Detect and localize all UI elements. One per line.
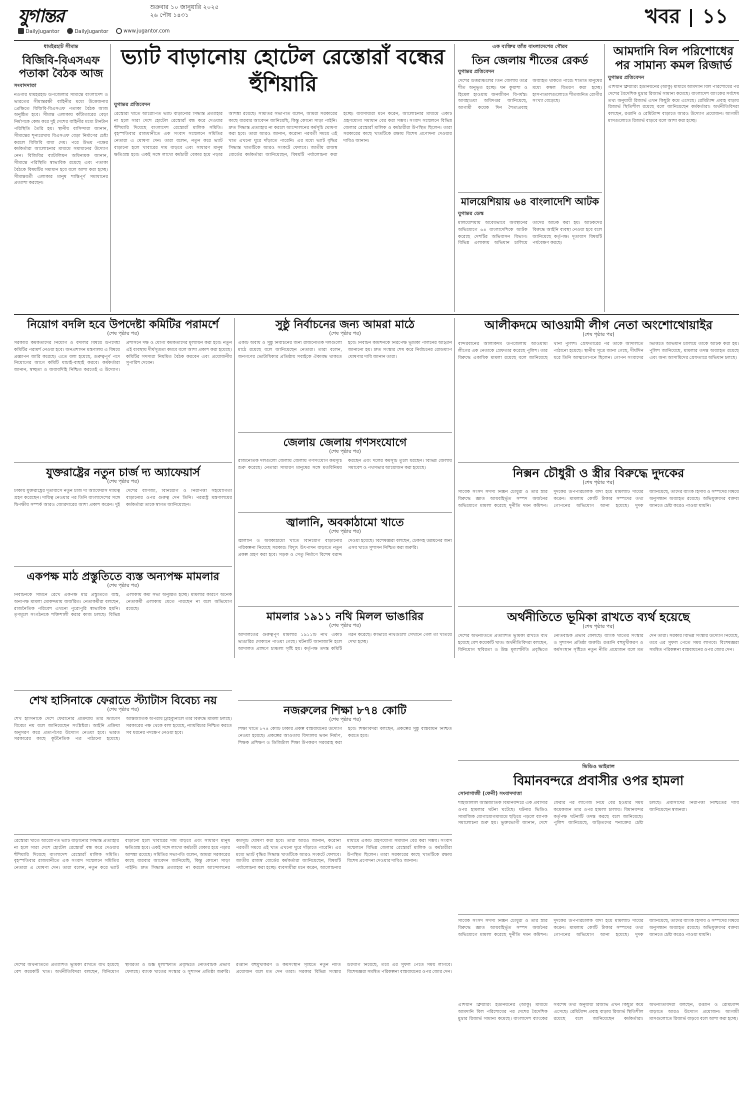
story-headline[interactable]: আলীকদমে আওয়ামী লীগ নেতা অংশোথোয়াইর (484, 318, 713, 332)
story-byline: সংবাদদাতা (14, 83, 37, 89)
masthead (0, 0, 751, 40)
story-headline[interactable]: বিমানবন্দরে প্রবাসীর ওপর হামলা (513, 774, 684, 789)
story-body: সাবেক সংসদ সদস্য নিক্সন চৌধুরী ও তার স্ত্রীর বিরুদ্ধে জ্ঞাত আয়বহির্ভূত সম্পদ অর্জনের অভিযোগে মামলা করেছে দুর্নীতি দমন কমিশন। দুদকের উপপরিচালক বাদী হয়ে মামলাটি দায়ের করেন। মামলায় কোটি টাকার সম্পদের তথ্য গোপনের অভিযোগ আনা হয়েছে। দুদক জানিয়েছে, তাদের ব্যাংক হিসাব ও সম্পদের বিষয়ে অনুসন্ধান অব্যাহত রয়েছে। অভিযুক্তদের বক্তব্য জানতে চেষ্টা করেও পাওয়া যায়নি। (458, 490, 739, 509)
story-byline: যুগান্তর প্রতিবেদন (458, 69, 495, 75)
story-headline[interactable]: বিজিবি-বিএসএফ পতাকা বৈঠক আজ (18, 54, 104, 80)
story-vat-restaurant (114, 44, 452, 312)
story-headline[interactable]: একপক্ষ মাঠ প্রস্তুতিতে ব্যস্ত অন্যপক্ষ মামলার (26, 570, 220, 583)
date-bengali: ২৬ পৌষ ১৪৩১ (150, 12, 189, 19)
story-continued: (শেষ পৃষ্ঠার পর) (582, 480, 615, 486)
story-body: আদালতের গুরুত্বপূর্ণ মামলার ১৯১১টি নথি একটি ভাঙারির দোকানে পাওয়া গেছে। ঘটনাটি জানাজানি হলে আদালত প্রাঙ্গণে চাঞ্চল্য সৃষ্টি হয়। কর্তৃপক্ষ তদন্ত কমিটি গঠন করেছে। কীভাবে নথিগুলো সেখানে গেল তা খতিয়ে দেখা হচ্ছে। (238, 633, 452, 652)
story-headline[interactable]: ভ্যাট বাড়ানোয় হোটেল রেস্তোরাঁ বন্ধের হুঁশিয়ারি (121, 45, 445, 96)
date-gregorian: শুক্রবার ১০ জানুয়ারি ২০২৫ (150, 4, 219, 11)
story-headline[interactable]: মালয়েশিয়ায় ৬৪ বাংলাদেশি আটক (461, 197, 599, 208)
story-extradition (14, 690, 232, 831)
story-body: দেশের অর্থনীতিতে প্রত্যাশিত ভূমিকা রাখতে ব্যর্থ হয়েছে বেশ কয়েকটি খাত। অর্থনীতিবিদরা বলছেন, বিনিয়োগ স্থবিরতা ও উচ্চ মূল্যস্ফীতি প্রবৃদ্ধিতে নেতিবাচক প্রভাব ফেলছে। ব্যাংক খাতের সংস্কার ও সুশাসন প্রতিষ্ঠা জরুরি। রপ্তানি বহুমুখীকরণ ও কর্মসংস্থান সৃষ্টিতে নতুন নীতি প্রয়োজন বলে মত দেন তারা। সরকার বিভিন্ন সংস্কার উদ্যোগ নিয়েছে, তবে এর সুফল পেতে সময় লাগবে। বিশেষজ্ঞরা সমন্বিত পরিকল্পনা বাস্তবায়নের ওপর জোর দেন। (458, 634, 739, 653)
story-kicker: এক ব্যক্তির তাঁত বাংলাদেশের গৌরব (492, 44, 568, 50)
story-continued: (শেষ পৃষ্ঠার পর) (329, 529, 361, 535)
globe-icon (116, 28, 122, 34)
social-handle-facebook[interactable]: DailyJugantor (25, 28, 60, 35)
social-handle-twitter[interactable]: DailyJugantor (74, 28, 109, 35)
twitter-icon (67, 28, 73, 34)
story-body: জ্বালানি ও অবকাঠামো খাতে বিনিয়োগ বাড়ানোর পরিকল্পনা নিয়েছে সরকার। বিদ্যুৎ উৎপাদন বাড়াতে নতুন প্রকল্প গ্রহণ করা হবে। সড়ক ও সেতু নির্মাণে বিশেষ বরাদ্দ দেওয়া হয়েছে। বিশেষজ্ঞরা বলছেন, টেকসই উন্নয়নের জন্য এসব খাতে সুশাসন নিশ্চিত করা জরুরি। (238, 539, 452, 558)
story-byline: সোনাগাজী (ফেনী) সংবাদদাতা (458, 791, 522, 797)
website-link[interactable]: www.jugantor.com (123, 28, 170, 35)
story-education (238, 700, 452, 831)
story-continued: (শেষ পৃষ্ঠার পর) (107, 707, 139, 713)
story-headline[interactable]: নিক্সন চৌধুরী ও স্ত্রীর বিরুদ্ধে দুদকের (512, 466, 685, 480)
story-body-continued: রেস্তোরাঁ খাতে আরোপিত ভ্যাট বাড়ানোর সিদ্ধান্ত প্রত্যাহার না হলে সারা দেশে হোটেল রেস্তোরাঁ বন্ধ করে দেওয়ার হুঁশিয়ারি দিয়েছে বাংলাদেশ রেস্তোরাঁ মালিক সমিতি। বৃহস্পতিবার রাজধানীতে এক সংবাদ সম্মেলনে সমিতির নেতারা এ ঘোষণা দেন। তারা বলেন, নতুন করে ভ্যাট বাড়ানো হলে খাবারের দাম বাড়বে এবং সাধারণ মানুষ ক্ষতিগ্রস্ত হবে। একই সঙ্গে লাখো কর্মচারী বেকার হয়ে পড়ার আশঙ্কা রয়েছে। সমিতির সভাপতি বলেন, আমরা সরকারের কাছে বারবার আবেদন জানিয়েছি, কিন্তু কোনো সাড়া পাইনি। দ্রুত সিদ্ধান্ত প্রত্যাহার না করলে আন্দোলনের কর্মসূচি ঘোষণা করা হবে। তারা আরও জানান, করোনা পরবর্তী সময়ে এই খাত এখনো ঘুরে দাঁড়াতে পারেনি। এর মধ্যে ভ্যাট বৃদ্ধির সিদ্ধান্ত খাতটিকে আরও সংকটে ফেলবে। জাতীয় রাজস্ব বোর্ডের কর্মকর্তারা জানিয়েছেন, বিষয়টি পর্যালোচনা করা হচ্ছে। ব্যবসায়ীরা মনে করেন, আলোচনার মাধ্যমে একটি গ্রহণযোগ্য সমাধান বের করা সম্ভব। সংবাদ সম্মেলনে বিভিন্ন জেলার রেস্তোরাঁ মালিক ও কর্মচারীরা উপস্থিত ছিলেন। তারা সরকারের কাছে খাতটিকে রক্ষায় বিশেষ প্রণোদনা দেওয়ার দাবিও জানান। (14, 839, 452, 872)
story-energy (238, 512, 452, 603)
story-byline: যুগান্তর প্রতিবেদন (608, 75, 645, 81)
story-body: একটি অবাধ ও সুষ্ঠু নির্বাচনের জন্য রাজনৈতিক দলগুলো মাঠে রয়েছে বলে জানিয়েছেন নেতারা। তারা বলেন, জনগণের ভোটাধিকার প্রতিষ্ঠায় সবাইকে ঐক্যবদ্ধ থাকতে হবে। নির্বাচন কমিশনকে নিরপেক্ষ ভূমিকা পালনের আহ্বান জানানো হয়। দ্রুত সংস্কার শেষ করে নির্বাচনের রোডম্যাপ ঘোষণার দাবি জানান তারা। (238, 341, 452, 360)
story-body: রাজনৈতিক দলগুলো জেলায় জেলায় গণসংযোগ কর্মসূচি শুরু করেছে। নেতারা সাধারণ মানুষের সঙ্গে মতবিনিময় করছেন এবং দলের কর্মসূচি তুলে ধরছেন। বিভিন্ন জেলায় সমাবেশ ও পথসভার আয়োজন করা হয়েছে। (238, 459, 452, 471)
story-body: শাহজালাল আন্তর্জাতিক বিমানবন্দরে এক প্রবাসীর ওপর হামলার ঘটনা ঘটেছে। ঘটনার ভিডিও সামাজিক যোগাযোগমাধ্যমে ছড়িয়ে পড়লে ব্যাপক সমালোচনা শুরু হয়। ভুক্তভোগী জানান, দেশে ফেরার পর লাগেজ নিয়ে বের হওয়ার সময় কয়েকজন তার ওপর হামলা চালায়। বিমানবন্দর কর্তৃপক্ষ ঘটনাটি তদন্ত করছে বলে জানিয়েছে। পুলিশ জানিয়েছে, জড়িতদের শনাক্তের চেষ্টা চলছে। প্রবাসীদের নিরাপত্তা নিশ্চিতের দাবি জানিয়েছেন স্বজনরা। (458, 801, 739, 827)
story-border-meeting (14, 44, 108, 312)
story-malaysia (458, 192, 602, 313)
story-appointment (14, 318, 232, 458)
story-continued: (শেষ পৃষ্ঠার পর) (107, 331, 139, 337)
social-bar (18, 28, 170, 35)
story-headline[interactable]: সুষ্ঠু নির্বাচনের জন্য আমরা মাঠে (275, 318, 415, 331)
story-body: শিক্ষা খাতে ৮৭৪ কোটি টাকার প্রকল্প বাস্তবায়নের উদ্যোগ নেওয়া হয়েছে। প্রকল্পের আওতায় বিদ্যালয় ভবন নির্মাণ, শিক্ষক প্রশিক্ষণ ও ডিজিটাল শিক্ষা উপকরণ সরবরাহ করা হবে। শিক্ষাবিদরা বলছেন, প্রকল্পের সুষ্ঠু বাস্তবায়ন নিশ্চিত করতে হবে। (238, 727, 452, 746)
story-continued: (শেষ পৃষ্ঠার পর) (582, 332, 615, 338)
story-continued: (শেষ পৃষ্ঠার পর) (329, 717, 361, 723)
story-kicker: ভিডিও ভাইরাল (582, 764, 615, 770)
story-headline[interactable]: জ্বালানি, অবকাঠামো খাতে (286, 516, 404, 529)
story-byline: যুগান্তর প্রতিবেদন (114, 102, 151, 108)
story-body: সরকারি কর্মকর্তাদের নিয়োগ ও বদলির বিষয়ে উপদেষ্টা কমিটির পরামর্শ নেওয়া হবে। জনপ্রশাসন মন্ত্রণালয় এ বিষয়ে প্রজ্ঞাপন জারি করেছে। এতে বলা হয়েছে, গুরুত্বপূর্ণ পদে নিয়োগের আগে কমিটি যাচাই-বাছাই করবে। কর্মকর্তারা জানান, স্বচ্ছতা ও জবাবদিহি নিশ্চিত করতেই এ উদ্যোগ। প্রশাসনে দক্ষ ও যোগ্য কর্মকর্তাদের মূল্যায়ন করা হবে। নতুন এই ব্যবস্থায় দীর্ঘসূত্রতা কমবে বলে আশা প্রকাশ করা হয়েছে। কমিটির সদস্যরা নিয়মিত বৈঠক করবেন এবং প্রয়োজনীয় সুপারিশ দেবেন। (14, 341, 232, 374)
story-headline[interactable]: জেলায় জেলায় গণসংযোগে (283, 436, 407, 449)
story-body: নওগাঁর ধামইরহাট উপজেলার সীমান্তে বাংলাদেশ ও ভারতের সীমান্তরক্ষী বাহিনীর মধ্যে উত্তেজনার প্রেক্ষিতে বিজিবি-বিএসএফ পতাকা বৈঠক আজ অনুষ্ঠিত হবে। সীমান্ত এলাকায় কাঁটাতারের বেড়া নির্মাণকে কেন্দ্র করে দুই দেশের বাহিনীর মধ্যে টানটান পরিস্থিতি তৈরি হয়। স্থানীয় বাসিন্দারা জানান, সীমান্তের শূন্যরেখায় বিএসএফ বেড়া নির্মাণের চেষ্টা করলে বিজিবি বাধা দেয়। পরে উভয় পক্ষের কর্মকর্তারা আলোচনার মাধ্যমে সমাধানের উদ্যোগ নেন। বিজিবির ব্যাটালিয়ন অধিনায়ক জানান, সীমান্তে পরিস্থিতি স্বাভাবিক রয়েছে এবং পতাকা বৈঠকে বিষয়টির সমাধান হবে বলে আশা করা হচ্ছে। সীমান্তবর্তী এলাকার মানুষ শান্তিপূর্ণ সমাধানের প্রত্যাশা করছেন। (14, 93, 108, 187)
section-name: খবর (645, 4, 681, 28)
facebook-icon (18, 28, 24, 34)
story-headline[interactable]: শেখ হাসিনাকে ফেরাতে স্ট্যাটাস বিবেচ্য নয় (29, 694, 217, 707)
story-continued: (শেষ পৃষ্ঠার পর) (329, 331, 361, 337)
story-election (238, 318, 452, 428)
story-case-records (238, 606, 452, 697)
story-alikadam (458, 318, 739, 458)
story-reserve (608, 44, 739, 312)
story-continued: (শেষ পৃষ্ঠার পর) (329, 623, 361, 629)
story-headline[interactable]: নিয়োগ বদলি হবে উপদেষ্টা কমিটির পরামর্শে (27, 318, 219, 331)
story-body: দেশের উত্তরাঞ্চলের তিন জেলায় তীব্র শীত অনুভূত হচ্ছে। ঘন কুয়াশা ও হিমেল হাওয়ায় জনজীবন বিপর্যস্ত। আবহাওয়া অধিদপ্তর জানিয়েছে, আগামী কয়েক দিন শৈত্যপ্রবাহ অব্যাহত থাকতে পারে। শীতার্ত মানুষের মধ্যে কম্বল বিতরণ করা হচ্ছে। হাসপাতালগুলোতে শীতজনিত রোগীর সংখ্যা বেড়েছে। (458, 79, 602, 112)
story-headline[interactable]: নজরুলের শিক্ষা ৮৭৪ কোটি (283, 704, 407, 717)
story-body: মালয়েশিয়ায় অবৈধভাবে অবস্থানের অভিযোগে ৬৪ বাংলাদেশিকে আটক করেছে দেশটির অভিবাসন বিভাগ। বিভিন্ন এলাকায় অভিযান চালিয়ে তাদের আটক করা হয়। আটকদের বিরুদ্ধে আইনি ব্যবস্থা নেওয়া হবে বলে জানিয়েছে কর্তৃপক্ষ। দূতাবাস বিষয়টি পর্যবেক্ষণ করছে। (458, 221, 602, 247)
newspaper-logo: যুগান্তর (18, 6, 64, 27)
story-body-continued: সাবেক সংসদ সদস্য নিক্সন চৌধুরী ও তার স্ত্রীর বিরুদ্ধে জ্ঞাত আয়বহির্ভূত সম্পদ অর্জনের অভিযোগে মামলা করেছে দুর্নীতি দমন কমিশন। দুদকের উপপরিচালক বাদী হয়ে মামলাটি দায়ের করেন। মামলায় কোটি টাকার সম্পদের তথ্য গোপনের অভিযোগ আনা হয়েছে। দুদক জানিয়েছে, তাদের ব্যাংক হিসাব ও সম্পদের বিষয়ে অনুসন্ধান অব্যাহত রয়েছে। অভিযুক্তদের বক্তব্য জানতে চেষ্টা করেও পাওয়া যায়নি। (458, 919, 739, 938)
story-headline[interactable]: যুক্তরাষ্ট্রের নতুন চার্জ দ্য অ্যাফেয়ার্স (46, 466, 200, 479)
story-kicker: ধামইরহাট সীমান্ত (43, 44, 79, 50)
date-line (150, 4, 219, 20)
story-outreach (238, 432, 452, 509)
section-label (645, 2, 728, 35)
story-byline: যুগান্তর ডেস্ক (458, 211, 484, 217)
story-cold-wave (458, 44, 602, 190)
story-body: বান্দরবানের আলীকদম উপজেলায় আওয়ামী লীগের এক নেতাকে গ্রেফতার করেছে পুলিশ। তার বিরুদ্ধে একাধিক মামলা রয়েছে বলে জানিয়েছে থানা পুলিশ। গ্রেফতারের পর তাকে আদালতে পাঠানো হয়েছে। স্থানীয় সূত্রে জানা গেছে, দীর্ঘদিন ধরে তিনি আত্মগোপনে ছিলেন। গোপন সংবাদের ভিত্তিতে অভিযান চালিয়ে তাকে আটক করা হয়। পুলিশ জানিয়েছে, মামলার তদন্ত অব্যাহত রয়েছে এবং অন্য আসামিদের গ্রেফতারে অভিযান চলছে। (458, 342, 739, 361)
story-nikson (458, 462, 739, 603)
story-continued: (শেষ পৃষ্ঠার পর) (107, 583, 139, 589)
bottom-columns (14, 834, 452, 1085)
story-body: ঢাকায় যুক্তরাষ্ট্রের দূতাবাসে নতুন চার্জ দ্য অ্যাফেয়ার্স দায়িত্ব গ্রহণ করেছেন। দায়িত্ব নেওয়ার পর তিনি বাংলাদেশের সঙ্গে দ্বিপক্ষীয় সম্পর্ক আরও জোরদারের আশা প্রকাশ করেন। দুই দেশের বাণিজ্য, বিনিয়োগ ও নিরাপত্তা সহযোগিতা বাড়ানোর ওপর গুরুত্ব দেন তিনি। পররাষ্ট্র মন্ত্রণালয়ের কর্মকর্তারা তাকে স্বাগত জানিয়েছেন। (14, 489, 232, 508)
story-body: শেখ হাসিনাকে দেশে ফেরানোর প্রক্রিয়ায় তার স্ট্যাটাস বিবেচ্য নয় বলে জানিয়েছেন সংশ্লিষ্টরা। আইনি প্রক্রিয়া অনুসরণ করে প্রত্যর্পণের উদ্যোগ নেওয়া হবে। ভারত সরকারের কাছে কূটনৈতিক পত্র পাঠানো হয়েছে। আন্তর্জাতিক অপরাধ ট্রাইব্যুনালে তার বিরুদ্ধে মামলা চলছে। সরকারের পক্ষ থেকে বলা হয়েছে, ন্যায়বিচার নিশ্চিত করতে সব ধরনের পদক্ষেপ নেওয়া হবে। (14, 717, 232, 743)
story-continued: (শেষ পৃষ্ঠার পর) (329, 449, 361, 455)
story-body: রেস্তোরাঁ খাতে আরোপিত ভ্যাট বাড়ানোর সিদ্ধান্ত প্রত্যাহার না হলে সারা দেশে হোটেল রেস্তোরাঁ বন্ধ করে দেওয়ার হুঁশিয়ারি দিয়েছে বাংলাদেশ রেস্তোরাঁ মালিক সমিতি। বৃহস্পতিবার রাজধানীতে এক সংবাদ সম্মেলনে সমিতির নেতারা এ ঘোষণা দেন। তারা বলেন, নতুন করে ভ্যাট বাড়ানো হলে খাবারের দাম বাড়বে এবং সাধারণ মানুষ ক্ষতিগ্রস্ত হবে। একই সঙ্গে লাখো কর্মচারী বেকার হয়ে পড়ার আশঙ্কা রয়েছে। সমিতির সভাপতি বলেন, আমরা সরকারের কাছে বারবার আবেদন জানিয়েছি, কিন্তু কোনো সাড়া পাইনি। দ্রুত সিদ্ধান্ত প্রত্যাহার না করলে আন্দোলনের কর্মসূচি ঘোষণা করা হবে। তারা আরও জানান, করোনা পরবর্তী সময়ে এই খাত এখনো ঘুরে দাঁড়াতে পারেনি। এর মধ্যে ভ্যাট বৃদ্ধির সিদ্ধান্ত খাতটিকে আরও সংকটে ফেলবে। জাতীয় রাজস্ব বোর্ডের কর্মকর্তারা জানিয়েছেন, বিষয়টি পর্যালোচনা করা হচ্ছে। ব্যবসায়ীরা মনে করেন, আলোচনার মাধ্যমে একটি গ্রহণযোগ্য সমাধান বের করা সম্ভব। সংবাদ সম্মেলনে বিভিন্ন জেলার রেস্তোরাঁ মালিক ও কর্মচারীরা উপস্থিত ছিলেন। তারা সরকারের কাছে খাতটিকে রক্ষায় বিশেষ প্রণোদনা দেওয়ার দাবিও জানান। (114, 112, 452, 158)
story-headline[interactable]: অর্থনীতিতে ভূমিকা রাখতে ব্যর্থ হয়েছে (507, 610, 690, 624)
story-headline[interactable]: আমদানি বিল পরিশোধের পর সামান্য কমল রিজার্ভ (613, 44, 734, 72)
story-headline[interactable]: মামলার ১৯১১ নথি মিলল ভাঙারির (266, 610, 424, 623)
bottom-right-columns (458, 914, 739, 1085)
story-continued: (শেষ পৃষ্ঠার পর) (582, 624, 615, 630)
story-body-continued: এশিয়ান ক্লিয়ারিং ইউনিয়নের (আকু) মাধ্যমে আমদানি বিল পরিশোধের পর দেশের বৈদেশিক মুদ্রার রিজার্ভ সামান্য কমেছে। বাংলাদেশ ব্যাংকের সর্বশেষ তথ্য অনুযায়ী রিজার্ভ এখন কিছুটা কমে এসেছে। রেমিট্যান্স প্রবাহ বাড়ায় রিজার্ভ স্থিতিশীল রয়েছে বলে জানিয়েছেন কর্মকর্তারা। অর্থনীতিবিদরা বলছেন, রপ্তানি ও রেমিট্যান্স বাড়াতে আরও উদ্যোগ প্রয়োজন। আগামী মাসগুলোতে রিজার্ভ বাড়বে বলে আশা করা হচ্ছে। (458, 1003, 739, 1022)
story-headline[interactable]: তিন জেলায় শীতের রেকর্ড (471, 54, 589, 67)
page-number: ১১ (702, 4, 729, 28)
story-continued: (শেষ পৃষ্ঠার পর) (107, 479, 139, 485)
story-body: নির্বাচনকে সামনে রেখে একপক্ষ মাঠ প্রস্তুতিতে ব্যস্ত, অন্যপক্ষ মামলা মোকদ্দমায় জর্জরিত। নেতাকর্মীরা বলছেন, রাজনৈতিক পরিবেশ এখনো পুরোপুরি স্বাভাবিক হয়নি। তৃণমূলে সংগঠনকে শক্তিশালী করার কাজ চলছে। বিভিন্ন এলাকায় কর্মী সভা অনুষ্ঠিত হচ্ছে। মামলার কারণে অনেক নেতাকর্মী এলাকায় যেতে পারছেন না বলে অভিযোগ রয়েছে। (14, 593, 232, 619)
story-body: এশিয়ান ক্লিয়ারিং ইউনিয়নের (আকু) মাধ্যমে আমদানি বিল পরিশোধের পর দেশের বৈদেশিক মুদ্রার রিজার্ভ সামান্য কমেছে। বাংলাদেশ ব্যাংকের সর্বশেষ তথ্য অনুযায়ী রিজার্ভ এখন কিছুটা কমে এসেছে। রেমিট্যান্স প্রবাহ বাড়ায় রিজার্ভ স্থিতিশীল রয়েছে বলে জানিয়েছেন কর্মকর্তারা। অর্থনীতিবিদরা বলছেন, রপ্তানি ও রেমিট্যান্স বাড়াতে আরও উদ্যোগ প্রয়োজন। আগামী মাসগুলোতে রিজার্ভ বাড়বে বলে আশা করা হচ্ছে। (608, 85, 739, 124)
story-economy (458, 606, 739, 757)
story-body-continued: দেশের অর্থনীতিতে প্রত্যাশিত ভূমিকা রাখতে ব্যর্থ হয়েছে বেশ কয়েকটি খাত। অর্থনীতিবিদরা বলছেন, বিনিয়োগ স্থবিরতা ও উচ্চ মূল্যস্ফীতি প্রবৃদ্ধিতে নেতিবাচক প্রভাব ফেলছে। ব্যাংক খাতের সংস্কার ও সুশাসন প্রতিষ্ঠা জরুরি। রপ্তানি বহুমুখীকরণ ও কর্মসংস্থান সৃষ্টিতে নতুন নীতি প্রয়োজন বলে মত দেন তারা। সরকার বিভিন্ন সংস্কার উদ্যোগ নিয়েছে, তবে এর সুফল পেতে সময় লাগবে। বিশেষজ্ঞরা সমন্বিত পরিকল্পনা বাস্তবায়নের ওপর জোর দেন। (14, 963, 452, 975)
story-airport-expat (458, 760, 739, 911)
story-us-charge (14, 462, 232, 563)
story-field-prep (14, 566, 232, 687)
